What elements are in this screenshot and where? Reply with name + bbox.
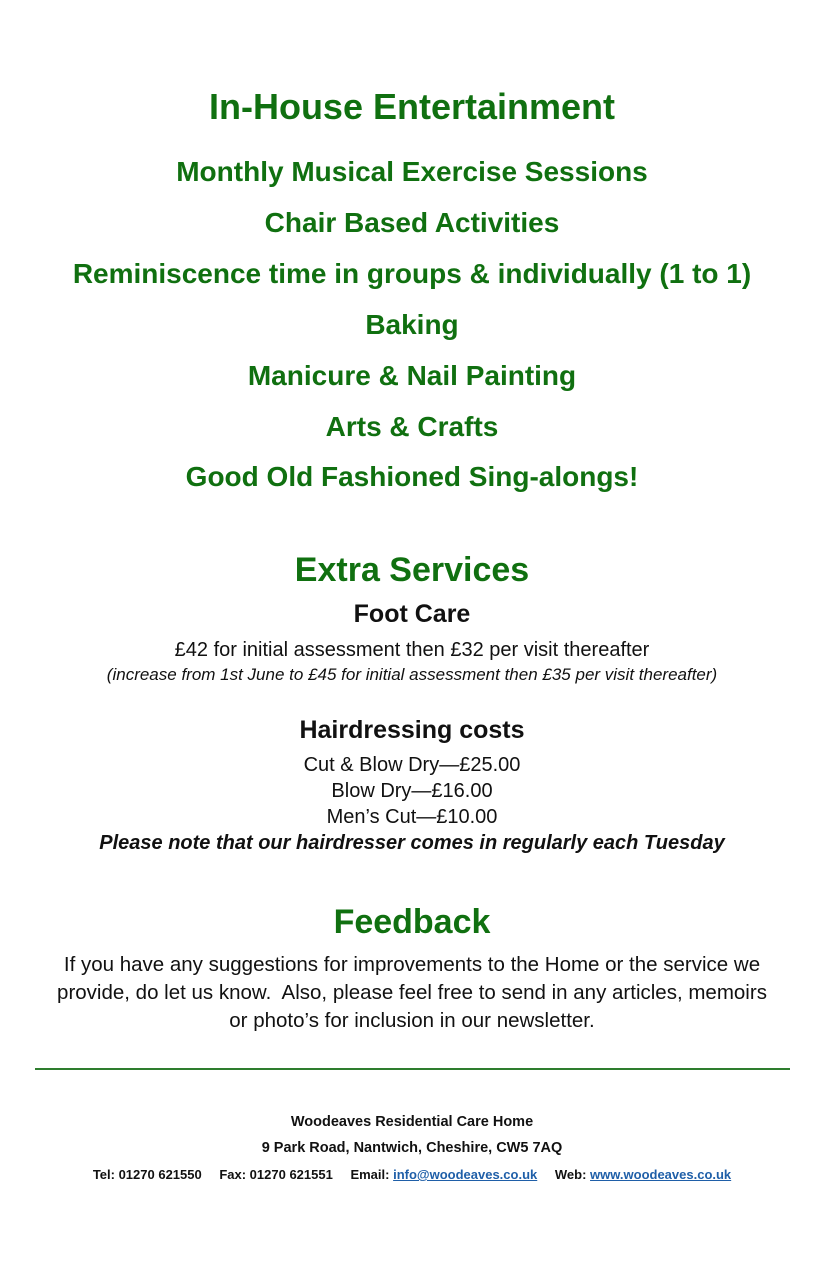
hairdresser-note: Please note that our hairdresser comes in regularly each Tuesday (99, 832, 725, 854)
hairdressing-price: Men’s Cut—£10.00 (326, 806, 498, 828)
footer-email-link[interactable]: info@woodeaves.co.uk (393, 1167, 538, 1182)
footer-address: 9 Park Road, Nantwich, Cheshire, CW5 7AQ (261, 1140, 563, 1156)
footer-home-name: Woodeaves Residential Care Home (290, 1114, 534, 1130)
feedback-line: provide, do let us know. Also, please feel free to send in any articles, memoirs (57, 981, 767, 1004)
entertainment-item: Good Old Fashioned Sing-alongs! (185, 461, 639, 492)
entertainment-item: Baking (365, 309, 459, 340)
hairdressing-heading: Hairdressing costs (299, 716, 525, 744)
footer-divider (35, 1068, 790, 1070)
extra-services-title: Extra Services (294, 551, 530, 589)
foot-care-heading: Foot Care (353, 600, 471, 628)
footer-contact-line (0, 1166, 824, 1184)
entertainment-item: Manicure & Nail Painting (247, 360, 577, 391)
feedback-line: If you have any suggestions for improvements to the Home or the service we (63, 953, 761, 976)
foot-care-price: £42 for initial assessment then £32 per visit thereafter (174, 639, 650, 661)
entertainment-item: Chair Based Activities (264, 207, 560, 238)
entertainment-item: Reminiscence time in groups & individually (1 to 1) (72, 258, 752, 289)
entertainment-title: In-House Entertainment (208, 86, 616, 127)
feedback-title: Feedback (333, 903, 491, 941)
entertainment-item: Monthly Musical Exercise Sessions (176, 156, 648, 187)
hairdressing-price: Cut & Blow Dry—£25.00 (303, 754, 521, 776)
foot-care-increase-note: (increase from 1st June to £45 for initial assessment then £35 per visit thereafter) (106, 665, 718, 684)
entertainment-item: Arts & Crafts (325, 411, 499, 442)
footer-tel: Tel: 01270 621550 (92, 1167, 202, 1182)
feedback-text (40, 951, 784, 1035)
footer-fax: Fax: 01270 621551 (219, 1167, 333, 1182)
footer-email-label: Email: (350, 1167, 390, 1182)
footer-web-link[interactable]: www.woodeaves.co.uk (590, 1167, 732, 1182)
footer-web-label: Web: (554, 1167, 587, 1182)
hairdressing-price: Blow Dry—£16.00 (331, 780, 493, 802)
feedback-line: or photo’s for inclusion in our newsletter. (229, 1009, 595, 1032)
